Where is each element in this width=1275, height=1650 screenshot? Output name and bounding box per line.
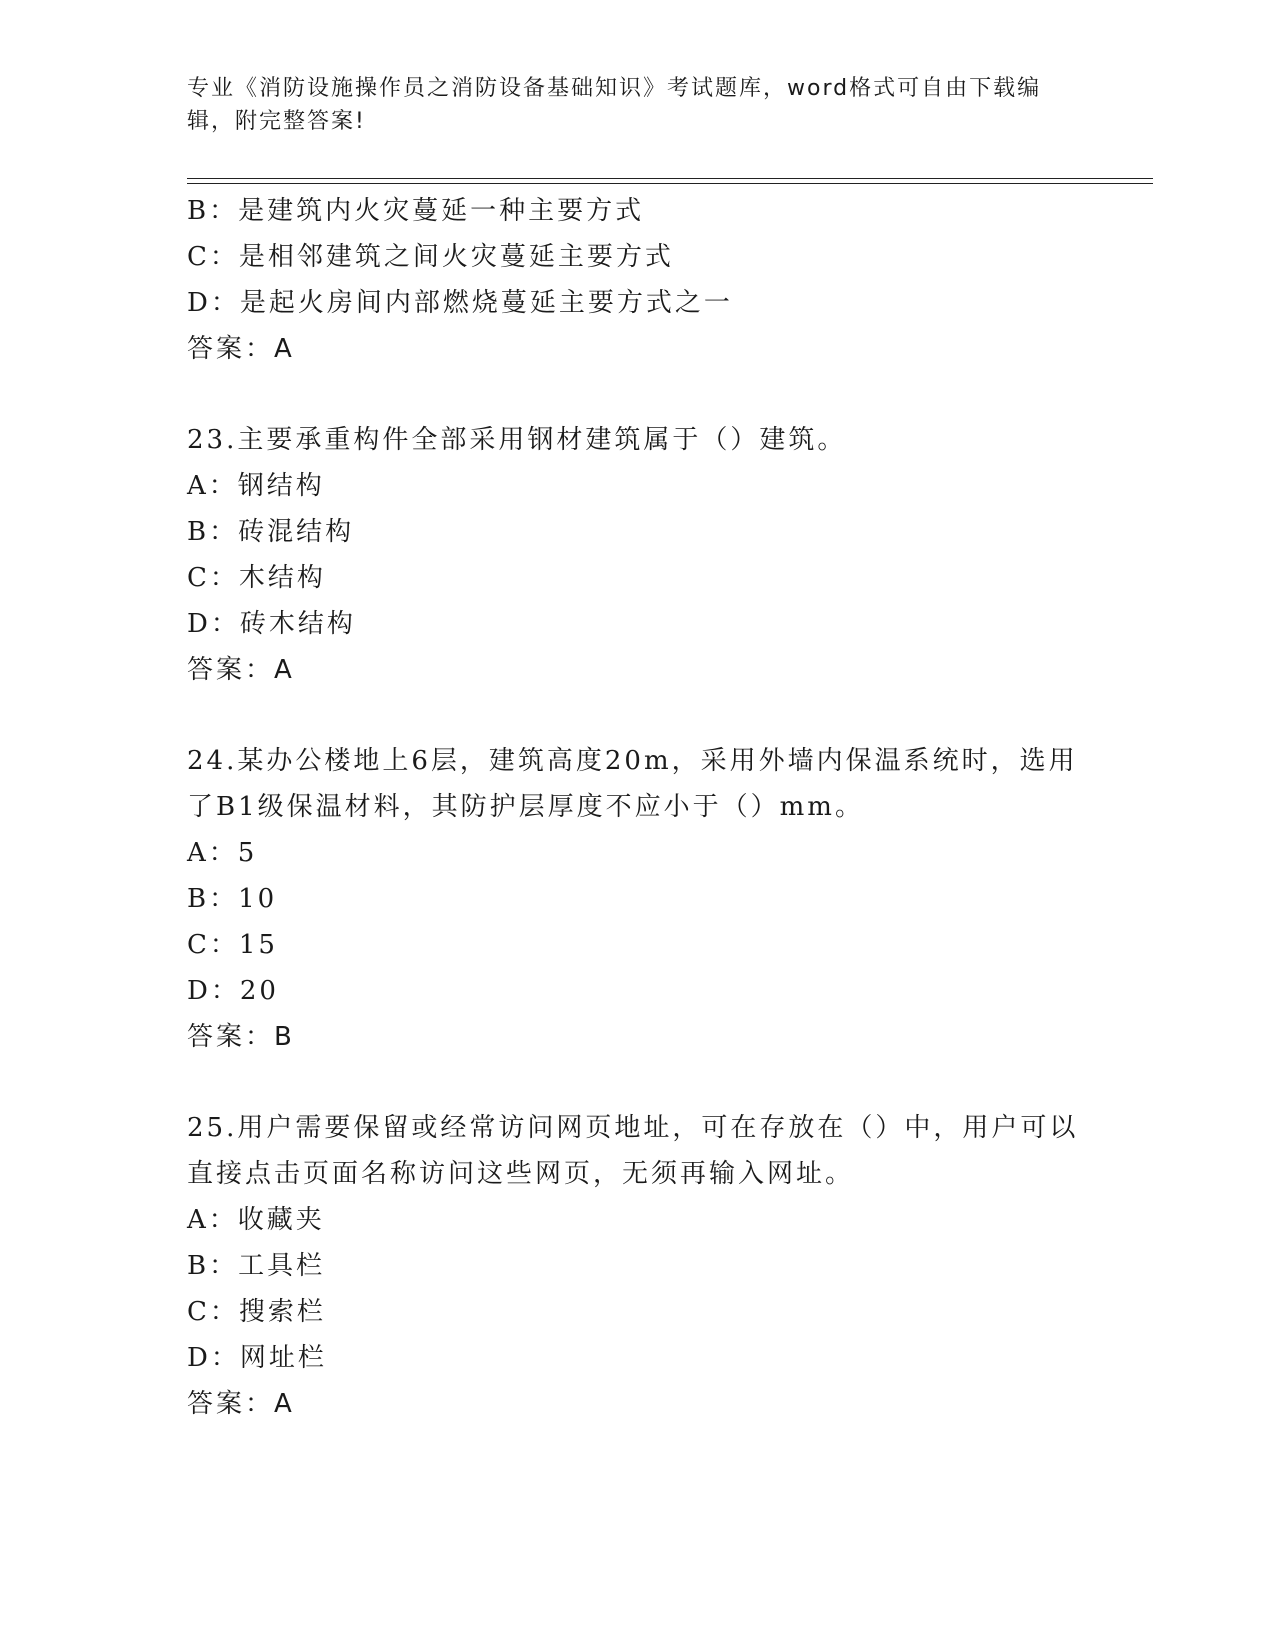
option-a: A：钢结构 — [187, 471, 325, 501]
option-c: C：搜索栏 — [187, 1297, 326, 1327]
option-a: A：5 — [187, 838, 258, 868]
option-d: D：20 — [187, 976, 279, 1006]
option-a: A：收藏夹 — [187, 1205, 325, 1235]
question-stem: 24.某办公楼地上6层，建筑高度20m，采用外墙内保温系统时，选用 — [187, 746, 1078, 776]
header-rule-bottom — [187, 183, 1153, 184]
question-stem: 了B1级保温材料，其防护层厚度不应小于（）mm。 — [187, 792, 864, 822]
option-b: B：砖混结构 — [187, 517, 355, 547]
question-fragment — [187, 188, 1087, 372]
answer-line: 答案：B — [187, 1022, 295, 1052]
spacer — [187, 372, 1087, 417]
option-c: C：是相邻建筑之间火灾蔓延主要方式 — [187, 242, 674, 272]
answer-line: 答案：A — [187, 334, 295, 364]
option-d: D：网址栏 — [187, 1343, 327, 1373]
question-25 — [187, 1105, 1087, 1427]
question-stem: 23.主要承重构件全部采用钢材建筑属于（）建筑。 — [187, 425, 847, 455]
question-stem: 25.用户需要保留或经常访问网页地址，可在存放在（）中，用户可以 — [187, 1113, 1079, 1143]
header-line-1: 专业《消防设施操作员之消防设备基础知识》考试题库，word格式可自由下载编 — [187, 76, 1042, 101]
header-rule-top — [187, 178, 1153, 179]
header-line-2: 辑，附完整答案! — [187, 109, 366, 134]
option-c: C：15 — [187, 930, 278, 960]
option-b: B：10 — [187, 884, 278, 914]
option-d: D：砖木结构 — [187, 609, 356, 639]
option-b: B：工具栏 — [187, 1251, 326, 1281]
option-b: B：是建筑内火灾蔓延一种主要方式 — [187, 196, 645, 226]
answer-line: 答案：A — [187, 655, 295, 685]
question-stem: 直接点击页面名称访问这些网页，无须再输入网址。 — [187, 1159, 855, 1189]
spacer — [187, 1060, 1087, 1105]
answer-line: 答案：A — [187, 1389, 295, 1419]
option-d: D：是起火房间内部燃烧蔓延主要方式之一 — [187, 288, 733, 318]
question-24 — [187, 738, 1087, 1060]
option-c: C：木结构 — [187, 563, 326, 593]
document-header — [187, 72, 1067, 138]
spacer — [187, 693, 1087, 738]
question-23 — [187, 417, 1087, 693]
question-list — [187, 188, 1087, 1427]
